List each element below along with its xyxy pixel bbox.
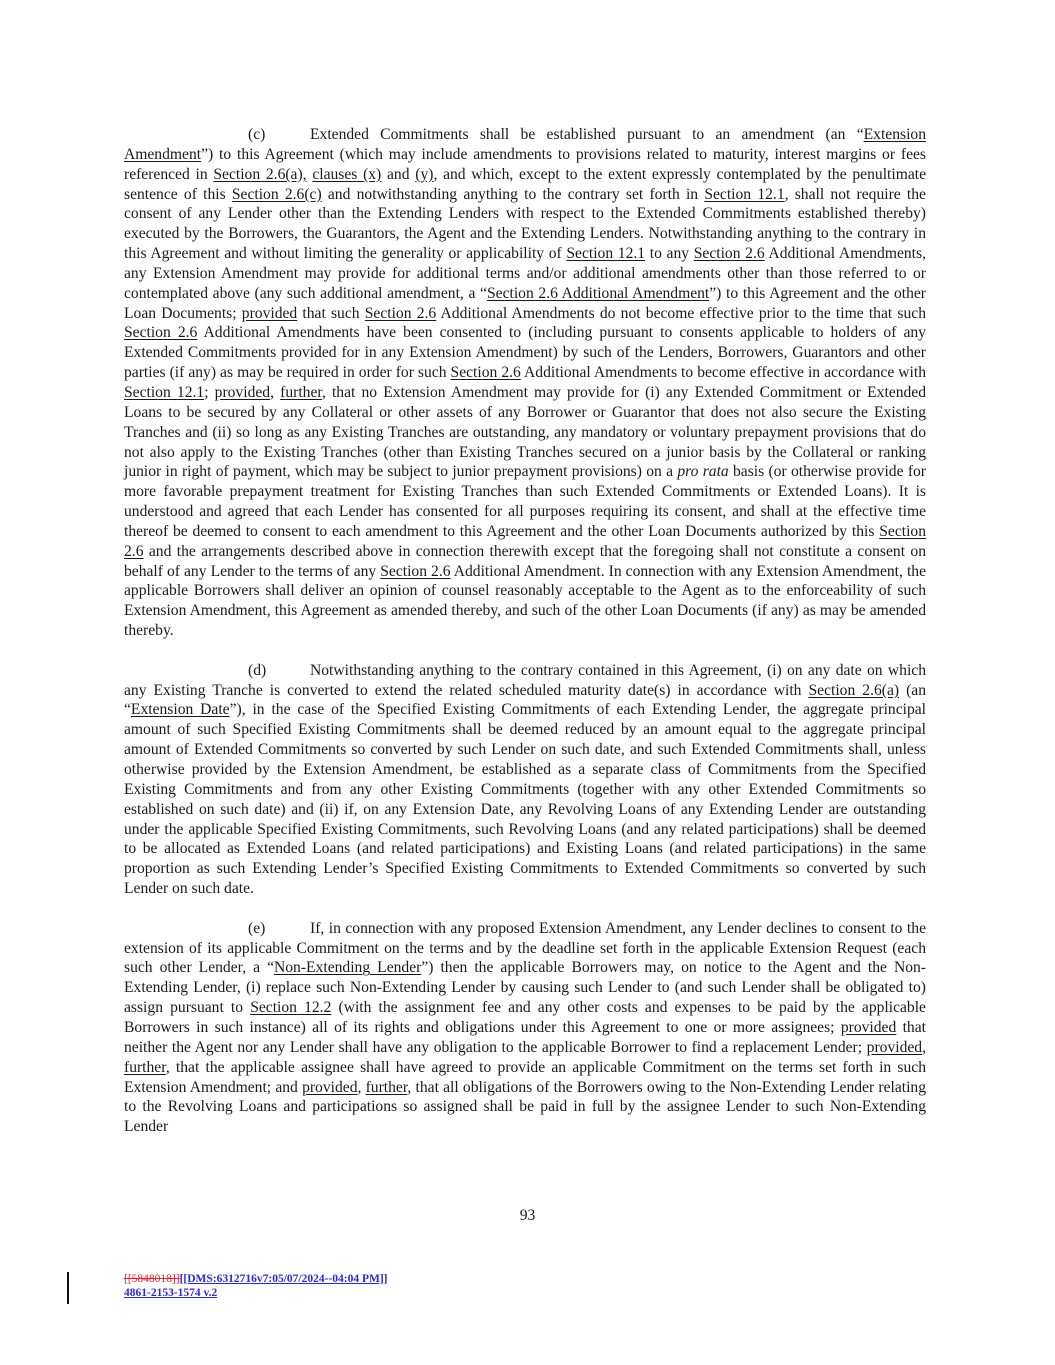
cross-reference: Section 2.6(a) <box>808 681 900 699</box>
body-text: , shall not require the consent of any Lender other than the Extending Lenders with respect to the Extended Commitments established thereby) executed by the Borrowers, the Guarantors, the Agent and the Extending Lenders. Notwithstanding anything to the contrary in this Agreement and without limiting the generality or applicability of <box>124 185 926 263</box>
body-text: ”), in the case of the Specified Existing Commitments of each Extending Lender, the aggregate principal amount of such Specified Existing Commitments shall be deemed reduced by an amount equal to the aggregate principal amount of Extended Commitments so converted by such Lender on such date, and such Extended Commitments shall, unless otherwise provided by the Extension Amendment, be established as a separate class of Commitments from the Specified Existing Commitments and from any other Existing Commitments (together with any other Extended Commitments so established on such date) and (ii) if, on any Extension Date, any Revolving Loans of any Extending Lender are outstanding under the applicable Specified Existing Commitments, such Revolving Loans (and any related participations) shall be deemed to be allocated as Extended Loans (and related participations) and Existing Loans (and related participations) in the same proportion as such Extending Lender’s Specified Existing Commitments to Extended Commitments so converted by such Lender on such date. <box>124 701 926 898</box>
body-text: , and which, except to the extent expressly contemplated by the penultimate sentence of this <box>124 165 926 203</box>
paragraph-label: (c) <box>248 126 266 143</box>
body-text: that such <box>297 304 365 322</box>
cross-reference: Section 2.6 <box>693 245 765 263</box>
change-bar <box>67 1272 69 1304</box>
body-text: and the arrangements described above in connection therewith except that the foregoing shall not constitute a consent on behalf of any Lender to the terms of any <box>124 542 926 580</box>
cross-reference: provided <box>302 1078 358 1096</box>
cross-reference: Section 12.1 <box>566 245 646 263</box>
cross-reference: Section 2.6(c) <box>231 185 322 203</box>
cross-reference: further <box>365 1078 408 1096</box>
body-text: , <box>270 383 281 401</box>
cross-reference: Section 12.1 <box>704 185 785 203</box>
inserted-doc-reference: [[DMS:6312716v7:05/07/2024--04:04 PM]] <box>179 1273 388 1285</box>
body-text: , <box>922 1038 926 1056</box>
body-text: Notwithstanding anything to the contrary contained in this Agreement, (i) on any date on which any Existing Tranche is converted to extend the related scheduled maturity date(s) in accordance with <box>124 661 926 699</box>
body-text: basis (or otherwise provide for more favorable prepayment treatment for Existing Tranches than such Extended Commitments or Extended Loans). It is understood and agreed that each Lender has consented for all purposes requiring its consent, and shall at the effective time thereof be deemed to consent to each amendment to this Agreement and the other Loan Documents authorized by this <box>124 463 926 540</box>
cross-reference: clauses (x) <box>312 165 382 183</box>
body-text: , <box>357 1078 366 1096</box>
cross-reference: Extension Date <box>130 701 230 719</box>
cross-reference: further <box>124 1058 166 1076</box>
body-text: to any <box>645 245 694 263</box>
cross-reference: Section 2.6 Additional Amendment <box>486 284 710 302</box>
document-footer <box>124 1272 388 1300</box>
cross-reference: Section 2.6(a), <box>213 165 307 183</box>
body-text: that neither the Agent nor any Lender shall have any obligation to the applicable Borrower to find a replacement Lender; <box>124 1018 926 1056</box>
body-text: Additional Amendments have been consented to (including pursuant to consents applicable to holders of any Extended Commitments provided for in any Extension Amendment) by such of the Lenders, Borrowers, Guarantors and other parties (if any) as may be required in order for such <box>124 324 926 382</box>
cross-reference: Section 2.6 <box>450 364 521 382</box>
paragraph-label: (d) <box>248 661 267 679</box>
body-text: Additional Amendments do not become effective prior to the time that such <box>436 304 926 322</box>
cross-reference: provided <box>840 1018 897 1036</box>
cross-reference: Section 12.2 <box>250 999 332 1017</box>
body-text: Additional Amendments to become effective in accordance with <box>520 364 926 382</box>
cross-reference: Non-Extending Lender <box>274 959 422 977</box>
body-text: , that the applicable assignee shall have agreed to provide an applicable Commitment on the terms set forth in such Extension Amendment; and <box>124 1058 926 1096</box>
body-text: Additional Amendment. In connection with any Extension Amendment, the applicable Borrowers shall deliver an opinion of counsel reasonably acceptable to the Agent as to the enforceability of such Extension Amendment, this Agreement as amended thereby, and such of the other Loan Documents (if any) as may be amended thereby. <box>124 562 926 640</box>
cross-reference: (y) <box>415 165 434 183</box>
body-text: ; <box>204 383 215 401</box>
cross-reference: provided <box>241 304 298 322</box>
body-text: ”) to this Agreement and the other Loan Documents; <box>124 284 926 322</box>
body-text: ”) then the applicable Borrowers may, on notice to the Agent and the Non-Extending Lender, (i) replace such Non-Extending Lender by causing such Lender to (and such Lender shall be obligated to) assign pursuant to <box>124 959 926 1017</box>
deleted-doc-reference: [[5848018]] <box>124 1273 180 1285</box>
cross-reference: provided <box>214 383 271 401</box>
document-body <box>124 125 926 1157</box>
cross-reference: Extension Amendment <box>124 126 926 163</box>
document-id: 4861-2153-1574 v.2 <box>124 1287 218 1299</box>
body-text: Additional Amendments, any Extension Amendment may provide for additional terms and/or additional amendments other than those referred to or contemplated above (any such additional amendment, a “ <box>124 245 926 302</box>
body-text: If, in connection with any proposed Extension Amendment, any Lender declines to consent to the extension of its applicable Commitment on the terms and by the deadline set forth in the applicable Extension Request (each such other Lender, a “ <box>124 919 926 977</box>
italic-term: pro rata <box>677 463 729 481</box>
cross-reference: Section 2.6 <box>364 304 437 322</box>
body-text: and <box>381 165 416 183</box>
page-number: 93 <box>519 1207 536 1224</box>
cross-reference: provided <box>866 1038 923 1056</box>
body-text: and notwithstanding anything to the contrary set forth in <box>321 185 705 203</box>
cross-reference: Section 2.6 <box>124 522 926 560</box>
cross-reference: further <box>280 383 322 401</box>
cross-reference: Section 2.6 <box>124 324 198 342</box>
body-text: ”) to this Agreement (which may include amendments to provisions related to maturity, interest margins or fees referenced in <box>124 145 926 183</box>
paragraph-label: (e) <box>248 919 266 937</box>
cross-reference: Section 12.1 <box>124 383 205 401</box>
paragraph-d <box>124 661 926 899</box>
body-text: (an “ <box>124 681 926 719</box>
cross-reference: Section 2.6 <box>380 562 451 580</box>
body-text: (with the assignment fee and any other costs and expenses to be paid by the applicable Borrowers in such instance) all of its rights and obligations under this Agreement to one or more assignees; <box>124 999 926 1036</box>
body-text: , that no Extension Amendment may provide for (i) any Extended Commitment or Extended Loans to be secured by any Collateral or other assets of any Borrower or Guarantor that does not also secure the Existing Tranches and (ii) so long as any Existing Tranches are outstanding, any mandatory or voluntary prepayment provisions that do not also apply to the Existing Tranches (other than Existing Tranches secured on a junior basis by the Collateral or ranking junior in right of payment, which may be subject to junior prepayment provisions) on a <box>124 383 927 481</box>
paragraph-c <box>124 125 926 641</box>
body-text: , that all obligations of the Borrowers owing to the Non-Extending Lender relating to the Revolving Loans and participations so assigned shall be paid in full by the assignee Lender to such Non-Extending Lender <box>124 1078 927 1136</box>
body-text: Extended Commitments shall be established pursuant to an amendment (an “ <box>310 126 864 143</box>
paragraph-e <box>124 919 926 1137</box>
